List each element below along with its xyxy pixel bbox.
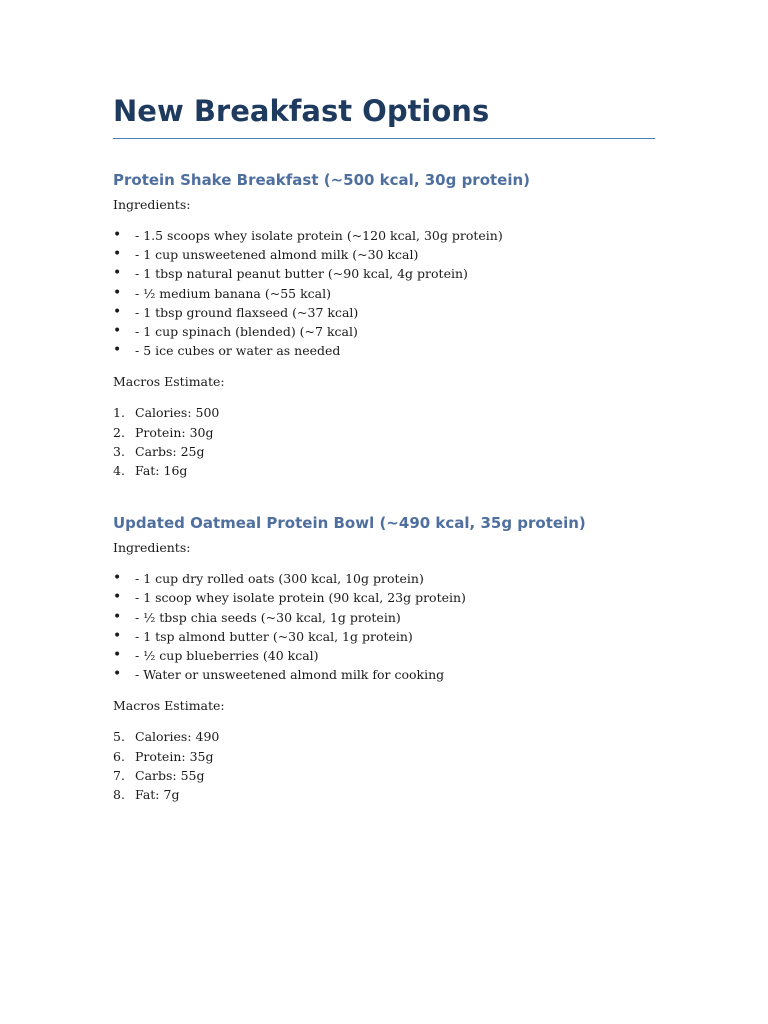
document-page bbox=[113, 92, 655, 804]
bullet-icon: • bbox=[113, 284, 122, 301]
list-item bbox=[113, 442, 655, 461]
macros-list bbox=[113, 727, 655, 804]
macro-text: Fat: 7g bbox=[135, 787, 180, 803]
bullet-icon: • bbox=[113, 570, 122, 587]
ingredient-text: - 1 cup spinach (blended) (~7 kcal) bbox=[135, 324, 358, 340]
macro-text: Calories: 500 bbox=[135, 405, 220, 421]
list-item bbox=[113, 665, 655, 684]
ingredient-text: - ½ tbsp chia seeds (~30 kcal, 1g protein) bbox=[135, 609, 401, 625]
ingredient-text: - Water or unsweetened almond milk for cooking bbox=[135, 667, 445, 683]
ingredient-text: - ½ medium banana (~55 kcal) bbox=[135, 285, 331, 301]
macro-text: Carbs: 55g bbox=[135, 767, 205, 783]
list-item bbox=[113, 264, 655, 283]
ingredient-text: - 1 tbsp natural peanut butter (~90 kcal, 4g protein) bbox=[135, 266, 468, 282]
ingredient-text: - 5 ice cubes or water as needed bbox=[135, 343, 341, 359]
macros-label: Macros Estimate: bbox=[113, 698, 225, 714]
macros-label: Macros Estimate: bbox=[113, 374, 225, 390]
ingredient-text: - 1.5 scoops whey isolate protein (~120 kcal, 30g protein) bbox=[135, 228, 503, 243]
list-number: 4. bbox=[113, 463, 125, 479]
ingredients-list bbox=[113, 226, 655, 360]
section-heading-oatmeal-bowl: Updated Oatmeal Protein Bowl (~490 kcal, 35g protein) bbox=[113, 514, 586, 533]
macros-list bbox=[113, 403, 655, 480]
list-item bbox=[113, 747, 655, 766]
ingredients-label: Ingredients: bbox=[113, 197, 191, 212]
document-title: New Breakfast Options bbox=[113, 92, 655, 139]
bullet-icon: • bbox=[113, 227, 122, 243]
list-number: 8. bbox=[113, 787, 125, 803]
list-item bbox=[113, 727, 655, 746]
list-item bbox=[113, 569, 655, 588]
list-item bbox=[113, 423, 655, 442]
bullet-icon: • bbox=[113, 303, 122, 320]
macro-text: Protein: 30g bbox=[135, 424, 214, 440]
bullet-icon: • bbox=[113, 627, 122, 644]
ingredient-text: - 1 cup unsweetened almond milk (~30 kcal) bbox=[135, 247, 419, 263]
bullet-icon: • bbox=[113, 666, 122, 683]
ingredient-text: - 1 tbsp ground flaxseed (~37 kcal) bbox=[135, 304, 359, 320]
list-item bbox=[113, 461, 655, 480]
list-item bbox=[113, 341, 655, 360]
list-item bbox=[113, 785, 655, 804]
ingredient-text: - 1 cup dry rolled oats (300 kcal, 10g protein) bbox=[135, 571, 424, 587]
macro-text: Calories: 490 bbox=[135, 729, 220, 745]
macro-text: Carbs: 25g bbox=[135, 443, 205, 459]
ingredient-text: - 1 scoop whey isolate protein (90 kcal, 23g protein) bbox=[135, 590, 466, 606]
list-item bbox=[113, 322, 655, 341]
ingredients-list bbox=[113, 569, 655, 684]
list-number: 5. bbox=[113, 729, 125, 745]
bullet-icon: • bbox=[113, 589, 122, 606]
list-item bbox=[113, 608, 655, 627]
bullet-icon: • bbox=[113, 323, 122, 340]
macro-text: Protein: 35g bbox=[135, 748, 214, 764]
list-item bbox=[113, 627, 655, 646]
macro-text: Fat: 16g bbox=[135, 463, 188, 479]
list-number: 2. bbox=[113, 424, 125, 440]
bullet-icon: • bbox=[113, 246, 122, 263]
list-number: 1. bbox=[113, 405, 125, 421]
bullet-icon: • bbox=[113, 608, 122, 625]
bullet-icon: • bbox=[113, 647, 122, 664]
bullet-icon: • bbox=[113, 342, 122, 359]
list-number: 3. bbox=[113, 443, 125, 459]
list-item bbox=[113, 766, 655, 785]
ingredient-text: - 1 tsp almond butter (~30 kcal, 1g protein) bbox=[135, 628, 413, 644]
list-item bbox=[113, 303, 655, 322]
bullet-icon: • bbox=[113, 265, 122, 282]
section-heading-protein-shake: Protein Shake Breakfast (~500 kcal, 30g protein) bbox=[113, 171, 531, 189]
ingredient-text: - ½ cup blueberries (40 kcal) bbox=[135, 648, 319, 664]
list-number: 7. bbox=[113, 767, 125, 783]
list-item bbox=[113, 226, 655, 245]
list-item bbox=[113, 588, 655, 607]
list-item bbox=[113, 646, 655, 665]
list-item bbox=[113, 284, 655, 303]
list-item bbox=[113, 403, 655, 422]
list-item bbox=[113, 245, 655, 264]
list-number: 6. bbox=[113, 748, 125, 764]
ingredients-label: Ingredients: bbox=[113, 540, 191, 556]
